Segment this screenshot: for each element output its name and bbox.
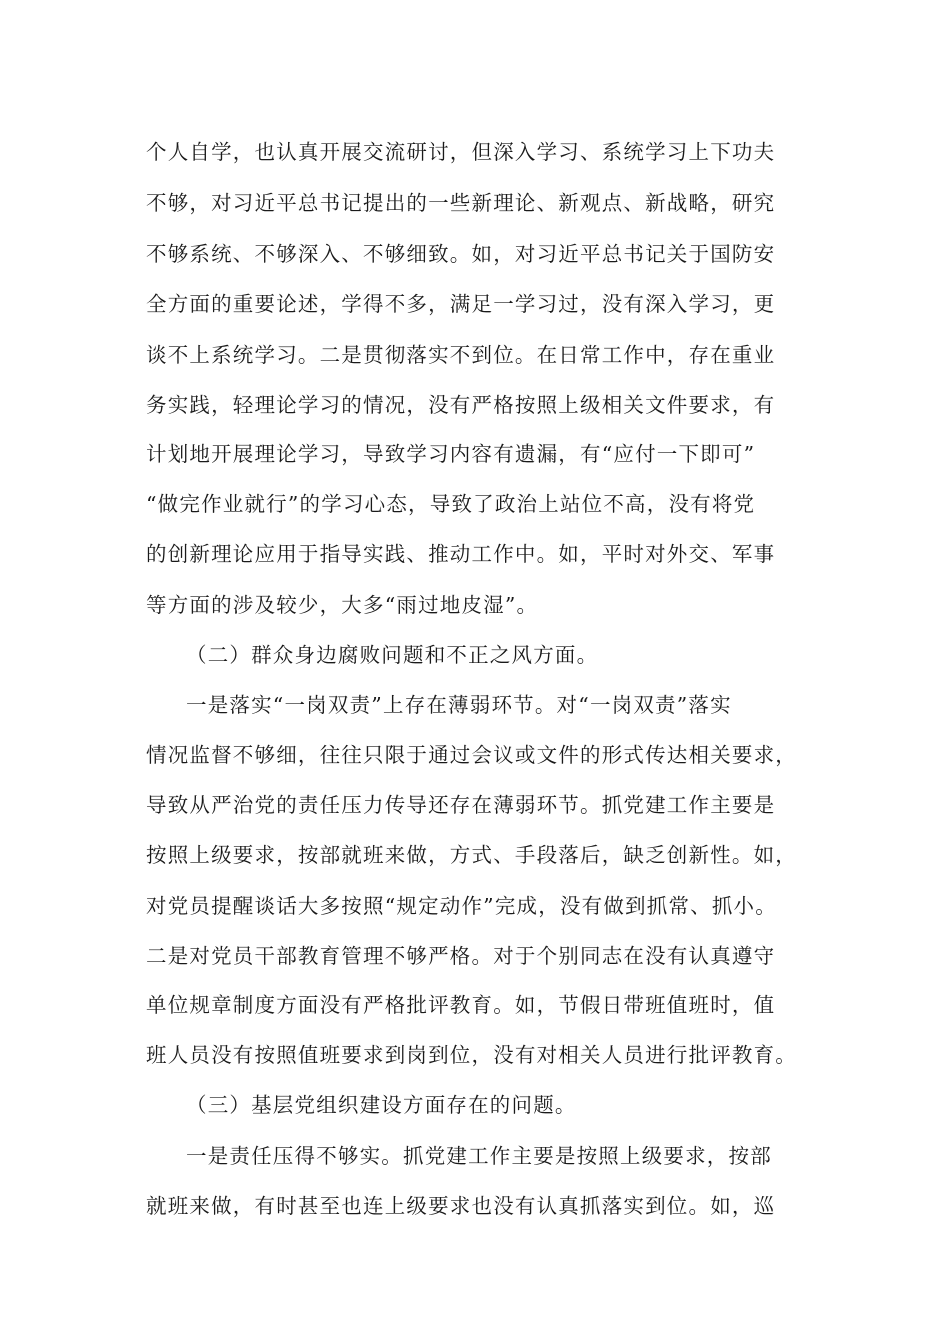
text-line: 不够，对习近平总书记提出的一些新理论、新观点、新战略，研究 bbox=[146, 191, 776, 215]
text-line: 等方面的涉及较少，大多“雨过地皮湿”。 bbox=[146, 593, 539, 617]
text-line: 个人自学，也认真开展交流研讨，但深入学习、系统学习上下功夫 bbox=[146, 140, 776, 164]
text-line: 二是对党员干部教育管理不够严格。对于个别同志在没有认真遵守 bbox=[146, 944, 776, 968]
section-heading: （二）群众身边腐败问题和不正之风方面。 bbox=[186, 643, 599, 667]
text-line: 按照上级要求，按部就班来做，方式、手段落后，缺乏创新性。如， bbox=[146, 843, 797, 867]
text-line: 班人员没有按照值班要求到岗到位，没有对相关人员进行批评教育。 bbox=[146, 1043, 797, 1067]
text-line: 务实践，轻理论学习的情况，没有严格按照上级相关文件要求，有 bbox=[146, 393, 776, 417]
text-line: 计划地开展理论学习，导致学习内容有遗漏，有“应付一下即可” bbox=[146, 442, 756, 466]
text-line: 全方面的重要论述，学得不多，满足一学习过，没有深入学习，更 bbox=[146, 292, 776, 316]
section-heading: （三）基层党组织建设方面存在的问题。 bbox=[186, 1093, 577, 1117]
text-line: 的创新理论应用于指导实践、推动工作中。如，平时对外交、军事 bbox=[146, 542, 776, 566]
text-line: 情况监督不够细，往往只限于通过会议或文件的形式传达相关要求， bbox=[146, 743, 797, 767]
text-line: 就班来做，有时甚至也连上级要求也没有认真抓落实到位。如，巡 bbox=[146, 1194, 776, 1218]
paragraph-first-line: 一是落实“一岗双责”上存在薄弱环节。对“一岗双责”落实 bbox=[186, 693, 732, 717]
text-line: 导致从严治党的责任压力传导还存在薄弱环节。抓党建工作主要是 bbox=[146, 793, 776, 817]
paragraph-first-line: 一是责任压得不够实。抓党建工作主要是按照上级要求，按部 bbox=[186, 1144, 772, 1168]
text-line: 单位规章制度方面没有严格批评教育。如，节假日带班值班时，值 bbox=[146, 993, 776, 1017]
text-line: “做完作业就行”的学习心态，导致了政治上站位不高，没有将党 bbox=[146, 492, 756, 516]
text-line: 谈不上系统学习。二是贯彻落实不到位。在日常工作中，存在重业 bbox=[146, 343, 776, 367]
text-line: 不够系统、不够深入、不够细致。如，对习近平总书记关于国防安 bbox=[146, 242, 776, 266]
text-line: 对党员提醒谈话大多按照“规定动作”完成，没有做到抓常、抓小。 bbox=[146, 894, 777, 918]
